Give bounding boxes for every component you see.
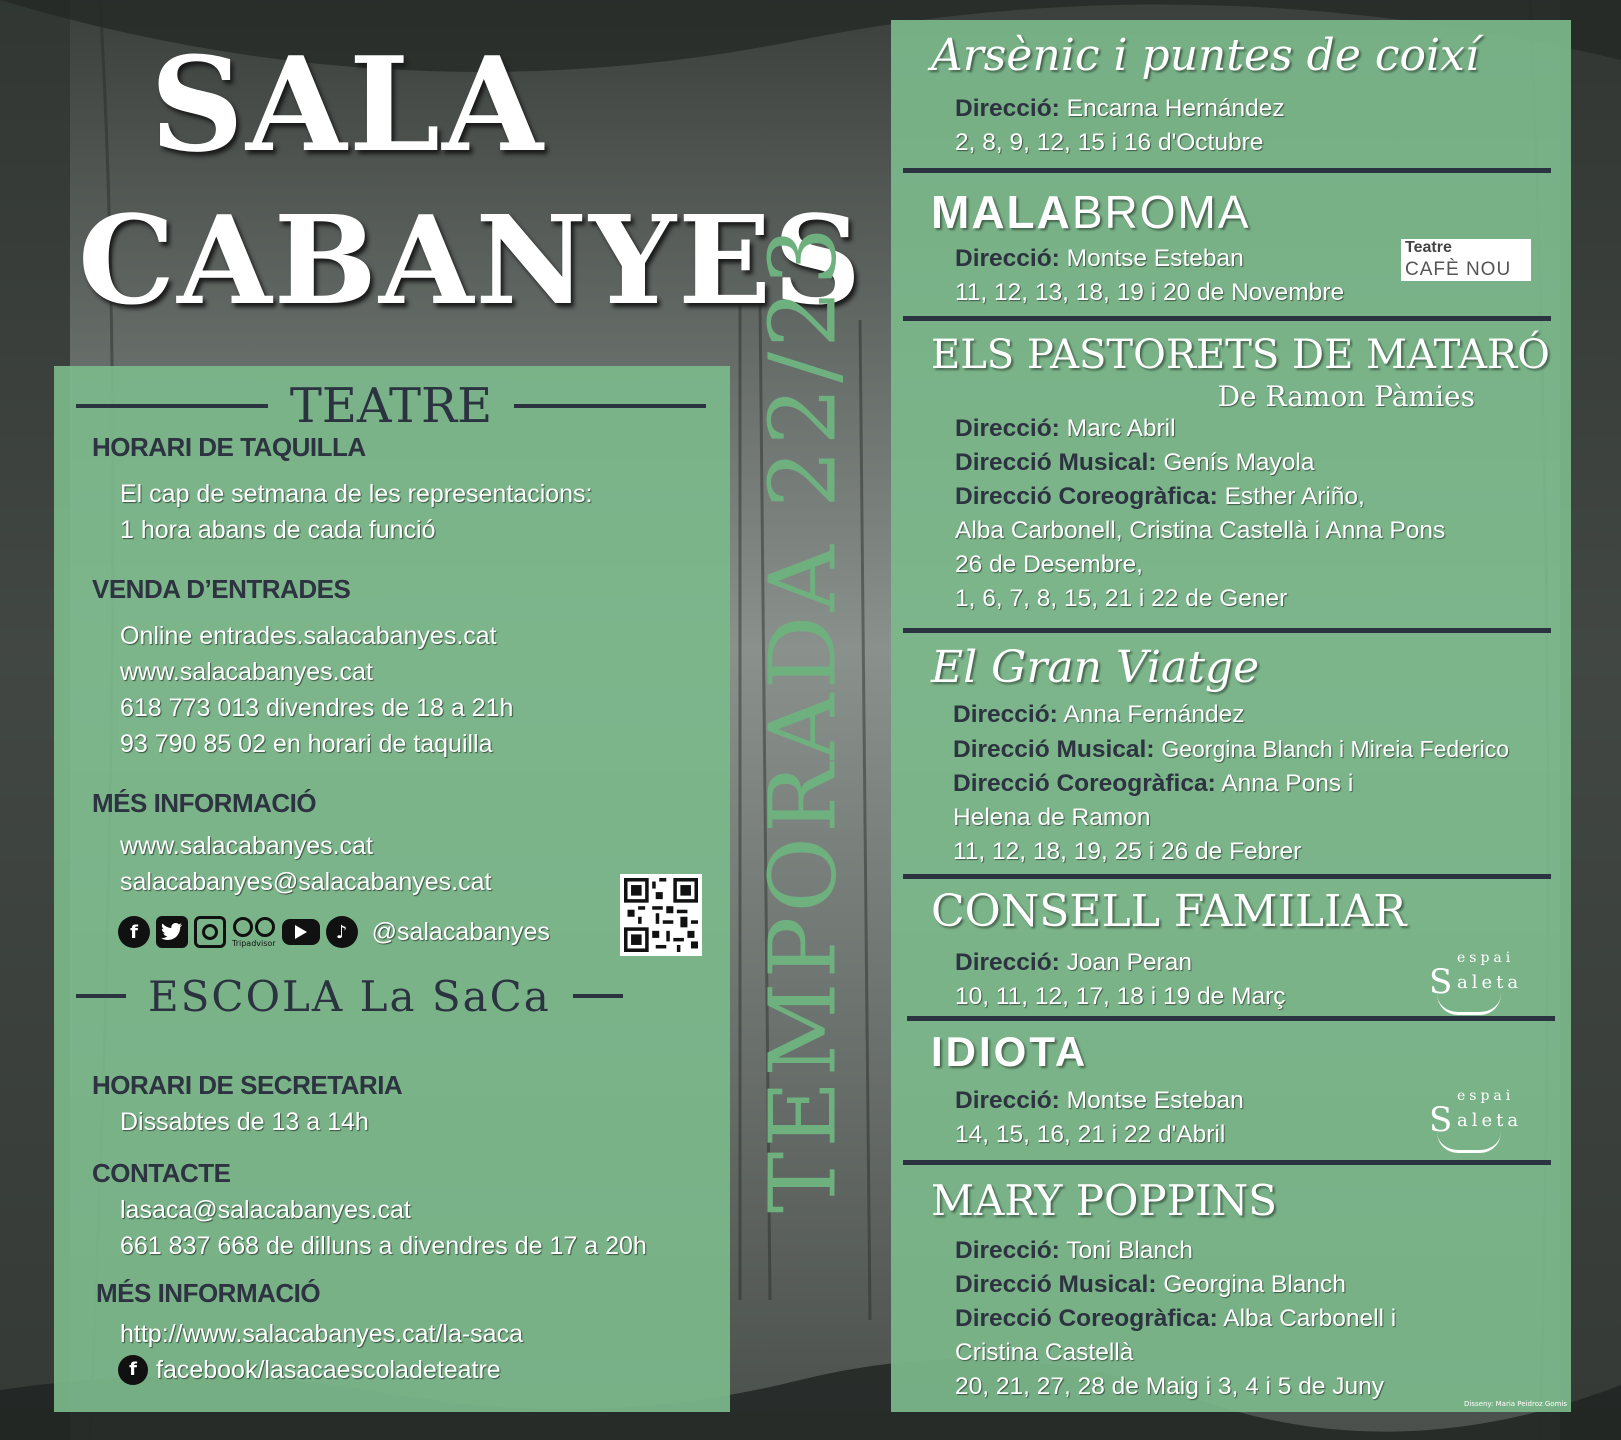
logo-line-sala: SALA (150, 28, 546, 181)
show-details (955, 242, 1344, 310)
credit-name: Montse Esteban (1066, 1087, 1244, 1114)
escola-info-label: MÉS INFORMACIÓ (96, 1278, 321, 1308)
more-info-email-link[interactable]: salacabanyes@salacabanyes.cat (120, 868, 492, 896)
contacte-text (120, 1192, 647, 1264)
season-text: TEMPORADA 22/23 (749, 222, 857, 1214)
facebook-icon[interactable]: f (118, 1355, 148, 1385)
show-title-bold: MALA (931, 186, 1072, 238)
secretaria-hours: Dissabtes de 13 a 14h (120, 1108, 369, 1136)
contacte-email-link[interactable]: lasaca@salacabanyes.cat (120, 1196, 411, 1224)
credit-name: Joan Peran (1066, 949, 1192, 976)
social-handle[interactable]: @salacabanyes (371, 917, 550, 946)
credit-role: Direcció: (955, 245, 1060, 272)
box-office-label: HORARI DE TAQUILLA (92, 432, 366, 462)
separator (903, 316, 1551, 321)
tiktok-icon[interactable]: ♪ (326, 916, 358, 948)
show-details (953, 698, 1509, 869)
credit-role: Direcció Coreogràfica: (955, 1305, 1218, 1332)
escola-facebook-row (118, 1352, 523, 1388)
escola-heading (76, 966, 706, 1026)
credit-line (955, 242, 1344, 276)
credit-role: Direcció Coreogràfica: (955, 483, 1218, 510)
tickets-text (120, 618, 513, 762)
box-office-text (120, 476, 593, 548)
separator (903, 874, 1551, 879)
credit-line (955, 412, 1445, 446)
credit-name: Marc Abril (1066, 415, 1176, 442)
credit-name: Georgina Blanch (1163, 1271, 1346, 1298)
twitter-icon[interactable] (156, 916, 188, 948)
saleta-arc-icon (1437, 1132, 1501, 1153)
left-info-panel (54, 366, 730, 1412)
show-title: ELS PASTORETS DE MATARÓ (931, 332, 1550, 378)
season-banner (749, 118, 857, 1318)
credit-name: Toni Blanch (1066, 1237, 1193, 1264)
show-dates: 11, 12, 13, 18, 19 i 20 de Novembre (955, 279, 1345, 306)
separator (903, 1160, 1551, 1165)
more-info-website-link[interactable]: www.salacabanyes.cat (120, 832, 373, 860)
facebook-icon[interactable]: f (118, 916, 150, 948)
credit-role: Direcció: (955, 1237, 1060, 1264)
credit-name: Georgina Blanch i Mireia Federico (1161, 736, 1510, 762)
qr-code[interactable] (620, 874, 702, 956)
credit-role: Direcció Coreogràfica: (953, 770, 1216, 797)
secretaria-text (120, 1104, 369, 1140)
credit-continuation: Cristina Castellà (955, 1339, 1134, 1366)
credit-name: Genís Mayola (1163, 449, 1315, 476)
tripadvisor-icon[interactable] (232, 917, 276, 948)
credit-line (955, 480, 1445, 514)
badge-line-1: Teatre (1405, 239, 1452, 256)
show-title: MARY POPPINS (931, 1176, 1278, 1225)
tripadvisor-label: Tripadvisor (232, 938, 276, 948)
program-panel (891, 20, 1571, 1412)
credit-continuation: Helena de Ramon (953, 804, 1151, 831)
teatre-heading-text: TEATRE (289, 378, 493, 434)
show-title: CONSELL FAMILIAR (931, 886, 1407, 937)
saleta-rest: aleta (1457, 972, 1523, 993)
tickets-label: VENDA D’ENTRADES (92, 574, 351, 604)
credit-role: Direcció: (955, 95, 1060, 122)
youtube-icon[interactable] (282, 919, 320, 945)
show-dates: 26 de Desembre, (955, 551, 1143, 578)
saleta-top: espai (1457, 950, 1515, 966)
credit-role: Direcció: (955, 415, 1060, 442)
instagram-icon[interactable] (194, 916, 226, 948)
separator (903, 168, 1551, 173)
tickets-website-link[interactable]: www.salacabanyes.cat (120, 658, 373, 686)
credit-role: Direcció Musical: (953, 736, 1155, 763)
credit-name: Alba Carbonell i (1223, 1305, 1397, 1332)
espai-saleta-logo (1419, 1088, 1523, 1158)
teatre-heading (76, 376, 706, 436)
credit-line (955, 92, 1285, 126)
credit-name: Encarna Hernández (1066, 95, 1285, 122)
show-title: IDIOTA (931, 1028, 1089, 1075)
escola-website-link[interactable]: http://www.salacabanyes.cat/la-saca (120, 1320, 523, 1348)
credit-line (955, 946, 1286, 980)
secretaria-label: HORARI DE SECRETARIA (92, 1070, 403, 1100)
show-details (955, 92, 1285, 160)
credit-role: Direcció Musical: (955, 1271, 1157, 1298)
saleta-initial: S (1429, 962, 1453, 1002)
show-title-light: BROMA (1071, 186, 1251, 238)
escola-info-text (120, 1316, 523, 1388)
separator (907, 1016, 1555, 1021)
tickets-phone-1: 618 773 013 divendres de 18 a 21h (120, 694, 514, 722)
show-title (931, 185, 1251, 239)
credit-continuation: Alba Carbonell, Cristina Castellà i Anna Pons (955, 517, 1446, 544)
espai-saleta-logo (1419, 950, 1523, 1020)
tickets-online-link[interactable]: Online entrades.salacabanyes.cat (120, 622, 497, 650)
tickets-phone-2: 93 790 85 02 en horari de taquilla (120, 730, 493, 758)
show-dates: 10, 11, 12, 17, 18 i 19 de Març (955, 983, 1286, 1010)
credit-role: Direcció: (953, 701, 1058, 728)
more-info-label: MÉS INFORMACIÓ (92, 788, 317, 818)
credit-role: Direcció: (955, 949, 1060, 976)
credit-line (955, 1302, 1396, 1336)
more-info-text (120, 828, 491, 900)
box-office-line: El cap de setmana de les representacions: (120, 480, 593, 508)
show-dates: 2, 8, 9, 12, 15 i 16 d'Octubre (955, 129, 1264, 156)
logo-line-cabanyes: CABANYES (78, 188, 864, 332)
show-dates: 1, 6, 7, 8, 15, 21 i 22 de Gener (955, 585, 1288, 612)
credit-name: Anna Fernández (1063, 701, 1245, 728)
credit-name: Montse Esteban (1066, 245, 1244, 272)
saleta-top: espai (1457, 1088, 1515, 1104)
show-title: El Gran Viatge (931, 642, 1260, 693)
show-details (955, 1234, 1396, 1404)
design-credit: Disseny: Maria Peidroz Gomis (1464, 1400, 1567, 1408)
credit-line (953, 732, 1509, 767)
escola-facebook-link[interactable]: facebook/lasacaescoladeteatre (156, 1356, 501, 1384)
escola-heading-text: ESCOLA La SaCa (148, 971, 551, 1021)
credit-line (955, 1084, 1244, 1118)
show-details (955, 412, 1445, 616)
saleta-arc-icon (1437, 994, 1501, 1015)
box-office-line: 1 hora abans de cada funció (120, 516, 436, 544)
show-dates: 20, 21, 27, 28 de Maig i 3, 4 i 5 de Juny (955, 1373, 1385, 1400)
show-subtitle: De Ramon Pàmies (1217, 380, 1475, 413)
social-icons-row (118, 916, 550, 948)
credit-role: Direcció Musical: (955, 449, 1157, 476)
show-dates: 11, 12, 18, 19, 25 i 26 de Febrer (953, 838, 1302, 865)
credit-line (955, 446, 1445, 480)
credit-line (953, 767, 1509, 801)
show-title: Arsènic i puntes de coixí (931, 30, 1479, 81)
saleta-initial: S (1429, 1100, 1453, 1140)
show-details (955, 1084, 1244, 1152)
credit-line (953, 698, 1509, 732)
show-details (955, 946, 1286, 1014)
credit-line (955, 1268, 1396, 1302)
contacte-phone: 661 837 668 de dilluns a divendres de 17 a 20h (120, 1232, 647, 1260)
cafe-nou-badge (1401, 239, 1531, 281)
contacte-label: CONTACTE (92, 1158, 231, 1188)
credit-name: Esther Ariño, (1224, 483, 1365, 510)
badge-line-2: CAFÈ NOU (1405, 259, 1512, 280)
saleta-rest: aleta (1457, 1110, 1523, 1131)
show-dates: 14, 15, 16, 21 i 22 d'Abril (955, 1121, 1226, 1148)
credit-line (955, 1234, 1396, 1268)
credit-role: Direcció: (955, 1087, 1060, 1114)
separator (903, 628, 1551, 633)
credit-name: Anna Pons i (1221, 770, 1354, 797)
